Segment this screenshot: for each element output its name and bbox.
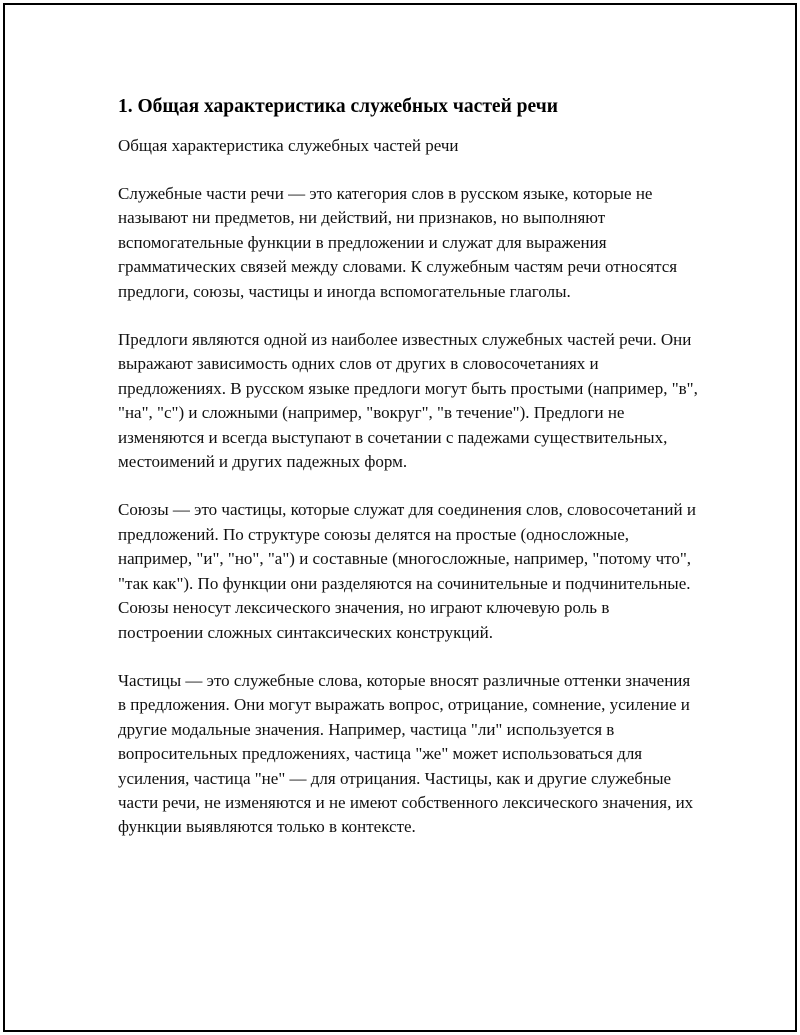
paragraph-conjunctions: Союзы — это частицы, которые служат для соединения слов, словосочетаний и предложений. По структуре союзы делятся на простые (односложные, например, "и", "но", "а") и составные (многосложные, например, "потому что", "так как"). По функции они разделяются на сочинительные и подчинительные. Союзы неносут лексического значения, но играют ключевую роль в построении сложных синтаксических конструкций. <box>118 500 696 642</box>
section-subtitle: Общая характеристика служебных частей речи <box>118 136 459 155</box>
paragraph-prepositions: Предлоги являются одной из наиболее известных служебных частей речи. Они выражают зависимость одних слов от других в словосочетаниях и предложениях. В русском языке предлоги могут быть простыми (например, "в", "на", "с") и сложными (например, "вокруг", "в течение"). Предлоги не изменяются и всегда выступают в сочетании с падежами существительных, местоимений и других падежных форм. <box>118 330 698 472</box>
paragraph-particles: Частицы — это служебные слова, которые вносят различные оттенки значения в предложения. Они могут выражать вопрос, отрицание, сомнение, усиление и другие модальные значения. Например, частица "ли" используется в вопросительных предложениях, частица "же" может использоваться для усиления, частица "не" — для отрицания. Частицы, как и другие служебные части речи, не изменяются и не имеют собственного лексического значения, их функции выявляются только в контексте. <box>118 670 694 837</box>
document-body <box>118 93 698 840</box>
section-heading: 1. Общая характеристика служебных частей речи <box>118 96 558 117</box>
paragraph-intro: Служебные части речи — это категория слов в русском языке, которые не называют ни предметов, ни действий, ни признаков, но выполняют вспомогательные функции в предложении и служат для выражения грамматических связей между словами. К служебным частям речи относятся предлоги, союзы, частицы и иногда вспомогательные глаголы. <box>118 184 678 301</box>
